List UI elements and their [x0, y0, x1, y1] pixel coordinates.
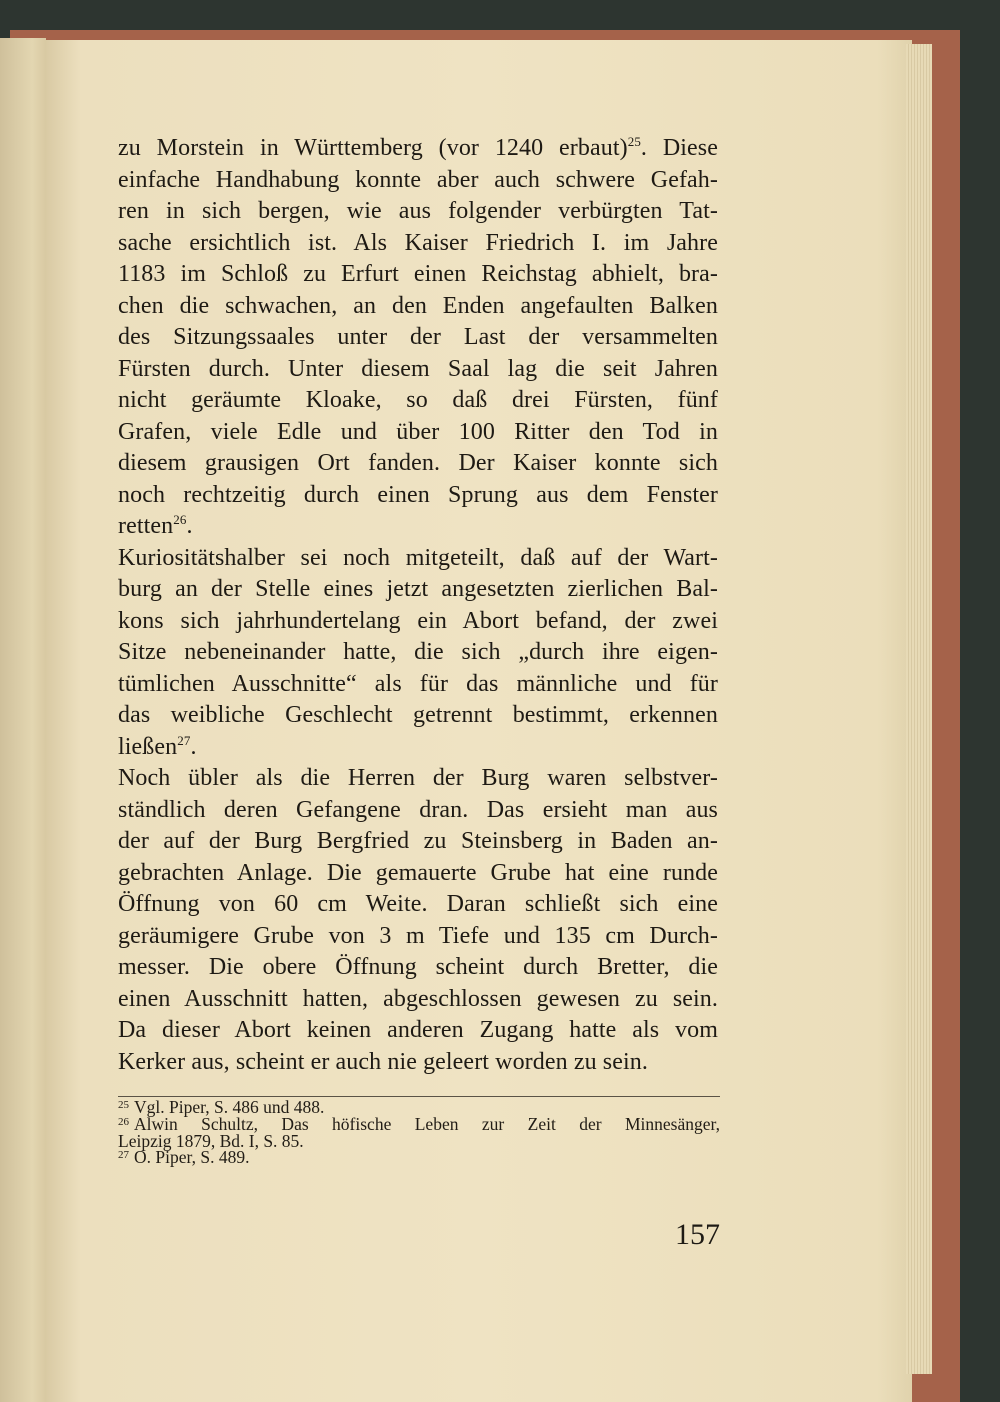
- footnote-line: Leipzig 1879, Bd. I, S. 85.: [118, 1130, 304, 1151]
- text-line: messer. Die obere Öffnung scheint durch Bretter, die: [118, 954, 718, 980]
- footnote-number: 26: [118, 1115, 129, 1128]
- text-line: sache ersichtlich ist. Als Kaiser Friedrich I. im Jahre: [118, 229, 718, 256]
- left-page-edge: [0, 38, 46, 1402]
- text-line: nicht geräumte Kloake, so daß drei Fürsten, fünf: [118, 387, 718, 413]
- body-text: [118, 133, 718, 1078]
- text-line: tümlichen Ausschnitte“ als für das männliche und für: [118, 670, 718, 697]
- footnote-line: $^{25}$ Vgl. Piper, S. 486 und 488.: [118, 1097, 325, 1117]
- page-fore-edge: [906, 44, 932, 1374]
- text-line: 1183 im Schloß zu Erfurt einen Reichstag abhielt, bra-: [118, 261, 718, 287]
- text-line: kons sich jahrhundertelang ein Abort befand, der zwei: [118, 607, 718, 634]
- text-line: diesem grausigen Ort fanden. Der Kaiser konnte sich: [118, 450, 718, 476]
- text-line: einfache Handhabung konnte aber auch schwere Gefah-: [118, 166, 718, 193]
- text-line: geräumigere Grube von 3 m Tiefe und 135 cm Durch-: [118, 922, 718, 949]
- text-line: ständlich deren Gefangene dran. Das ersieht man aus: [118, 796, 718, 823]
- text-line: chen die schwachen, an den Enden angefaulten Balken: [118, 292, 718, 319]
- text-line: Fürsten durch. Unter diesem Saal lag die seit Jahren: [118, 355, 718, 382]
- footnote-ref: 25: [627, 134, 641, 149]
- text-line: der auf der Burg Bergfried zu Steinsberg in Baden an-: [118, 828, 718, 854]
- text-line: noch rechtzeitig durch einen Sprung aus dem Fenster: [118, 481, 718, 508]
- footnote-line: $^{26}$ Alwin Schultz, Das höfische Leben zur Zeit der Minnesänger,: [118, 1113, 720, 1134]
- text-line: Sitze nebeneinander hatte, die sich „durch ihre eigen-: [118, 639, 718, 665]
- footnote-ref: 27: [177, 732, 191, 748]
- text-line: burg an der Stelle eines jetzt angesetzten zierlichen Bal-: [118, 576, 718, 602]
- text-line: einen Ausschnitt hatten, abgeschlossen gewesen zu sein.: [118, 985, 718, 1012]
- paragraph-2: [118, 543, 718, 764]
- text-line: Kerker aus, scheint er auch nie geleert worden zu sein.: [118, 1048, 648, 1075]
- text-line: ließen$^{27}$.: [118, 732, 197, 760]
- footnote-line: $^{27}$ O. Piper, S. 489.: [118, 1147, 250, 1168]
- text-line: Kuriositätshalber sei noch mitgeteilt, daß auf der Wart-: [118, 544, 718, 571]
- page-number: 157: [675, 1218, 720, 1251]
- text-line: Öffnung von 60 cm Weite. Daran schließt sich eine: [118, 891, 718, 917]
- text-line: Da dieser Abort keinen anderen Zugang hatte als vom: [118, 1017, 718, 1043]
- text-line: das weibliche Geschlecht getrennt bestimmt, erkennen: [118, 702, 718, 728]
- text-line: retten$^{26}$.: [118, 512, 193, 539]
- footnotes: [118, 1099, 720, 1166]
- paragraph-3: [118, 763, 718, 1078]
- text-line: gebrachten Anlage. Die gemauerte Grube hat eine runde: [118, 859, 718, 886]
- text-line: des Sitzungssaales unter der Last der versammelten: [118, 324, 718, 350]
- paragraph-1: [118, 133, 718, 543]
- footnote-number: 27: [118, 1149, 129, 1162]
- text-line: zu Morstein in Württemberg (vor 1240 erbaut)$^{25}$. Diese: [118, 134, 718, 161]
- footnote-number: 25: [118, 1099, 129, 1111]
- text-line: Grafen, viele Edle und über 100 Ritter den Tod in: [118, 418, 718, 445]
- text-line: ren in sich bergen, wie aus folgender verbürgten Tat-: [118, 198, 718, 224]
- text-line: Noch übler als die Herren der Burg waren selbstver-: [118, 765, 718, 791]
- footnote-ref: 26: [173, 512, 187, 527]
